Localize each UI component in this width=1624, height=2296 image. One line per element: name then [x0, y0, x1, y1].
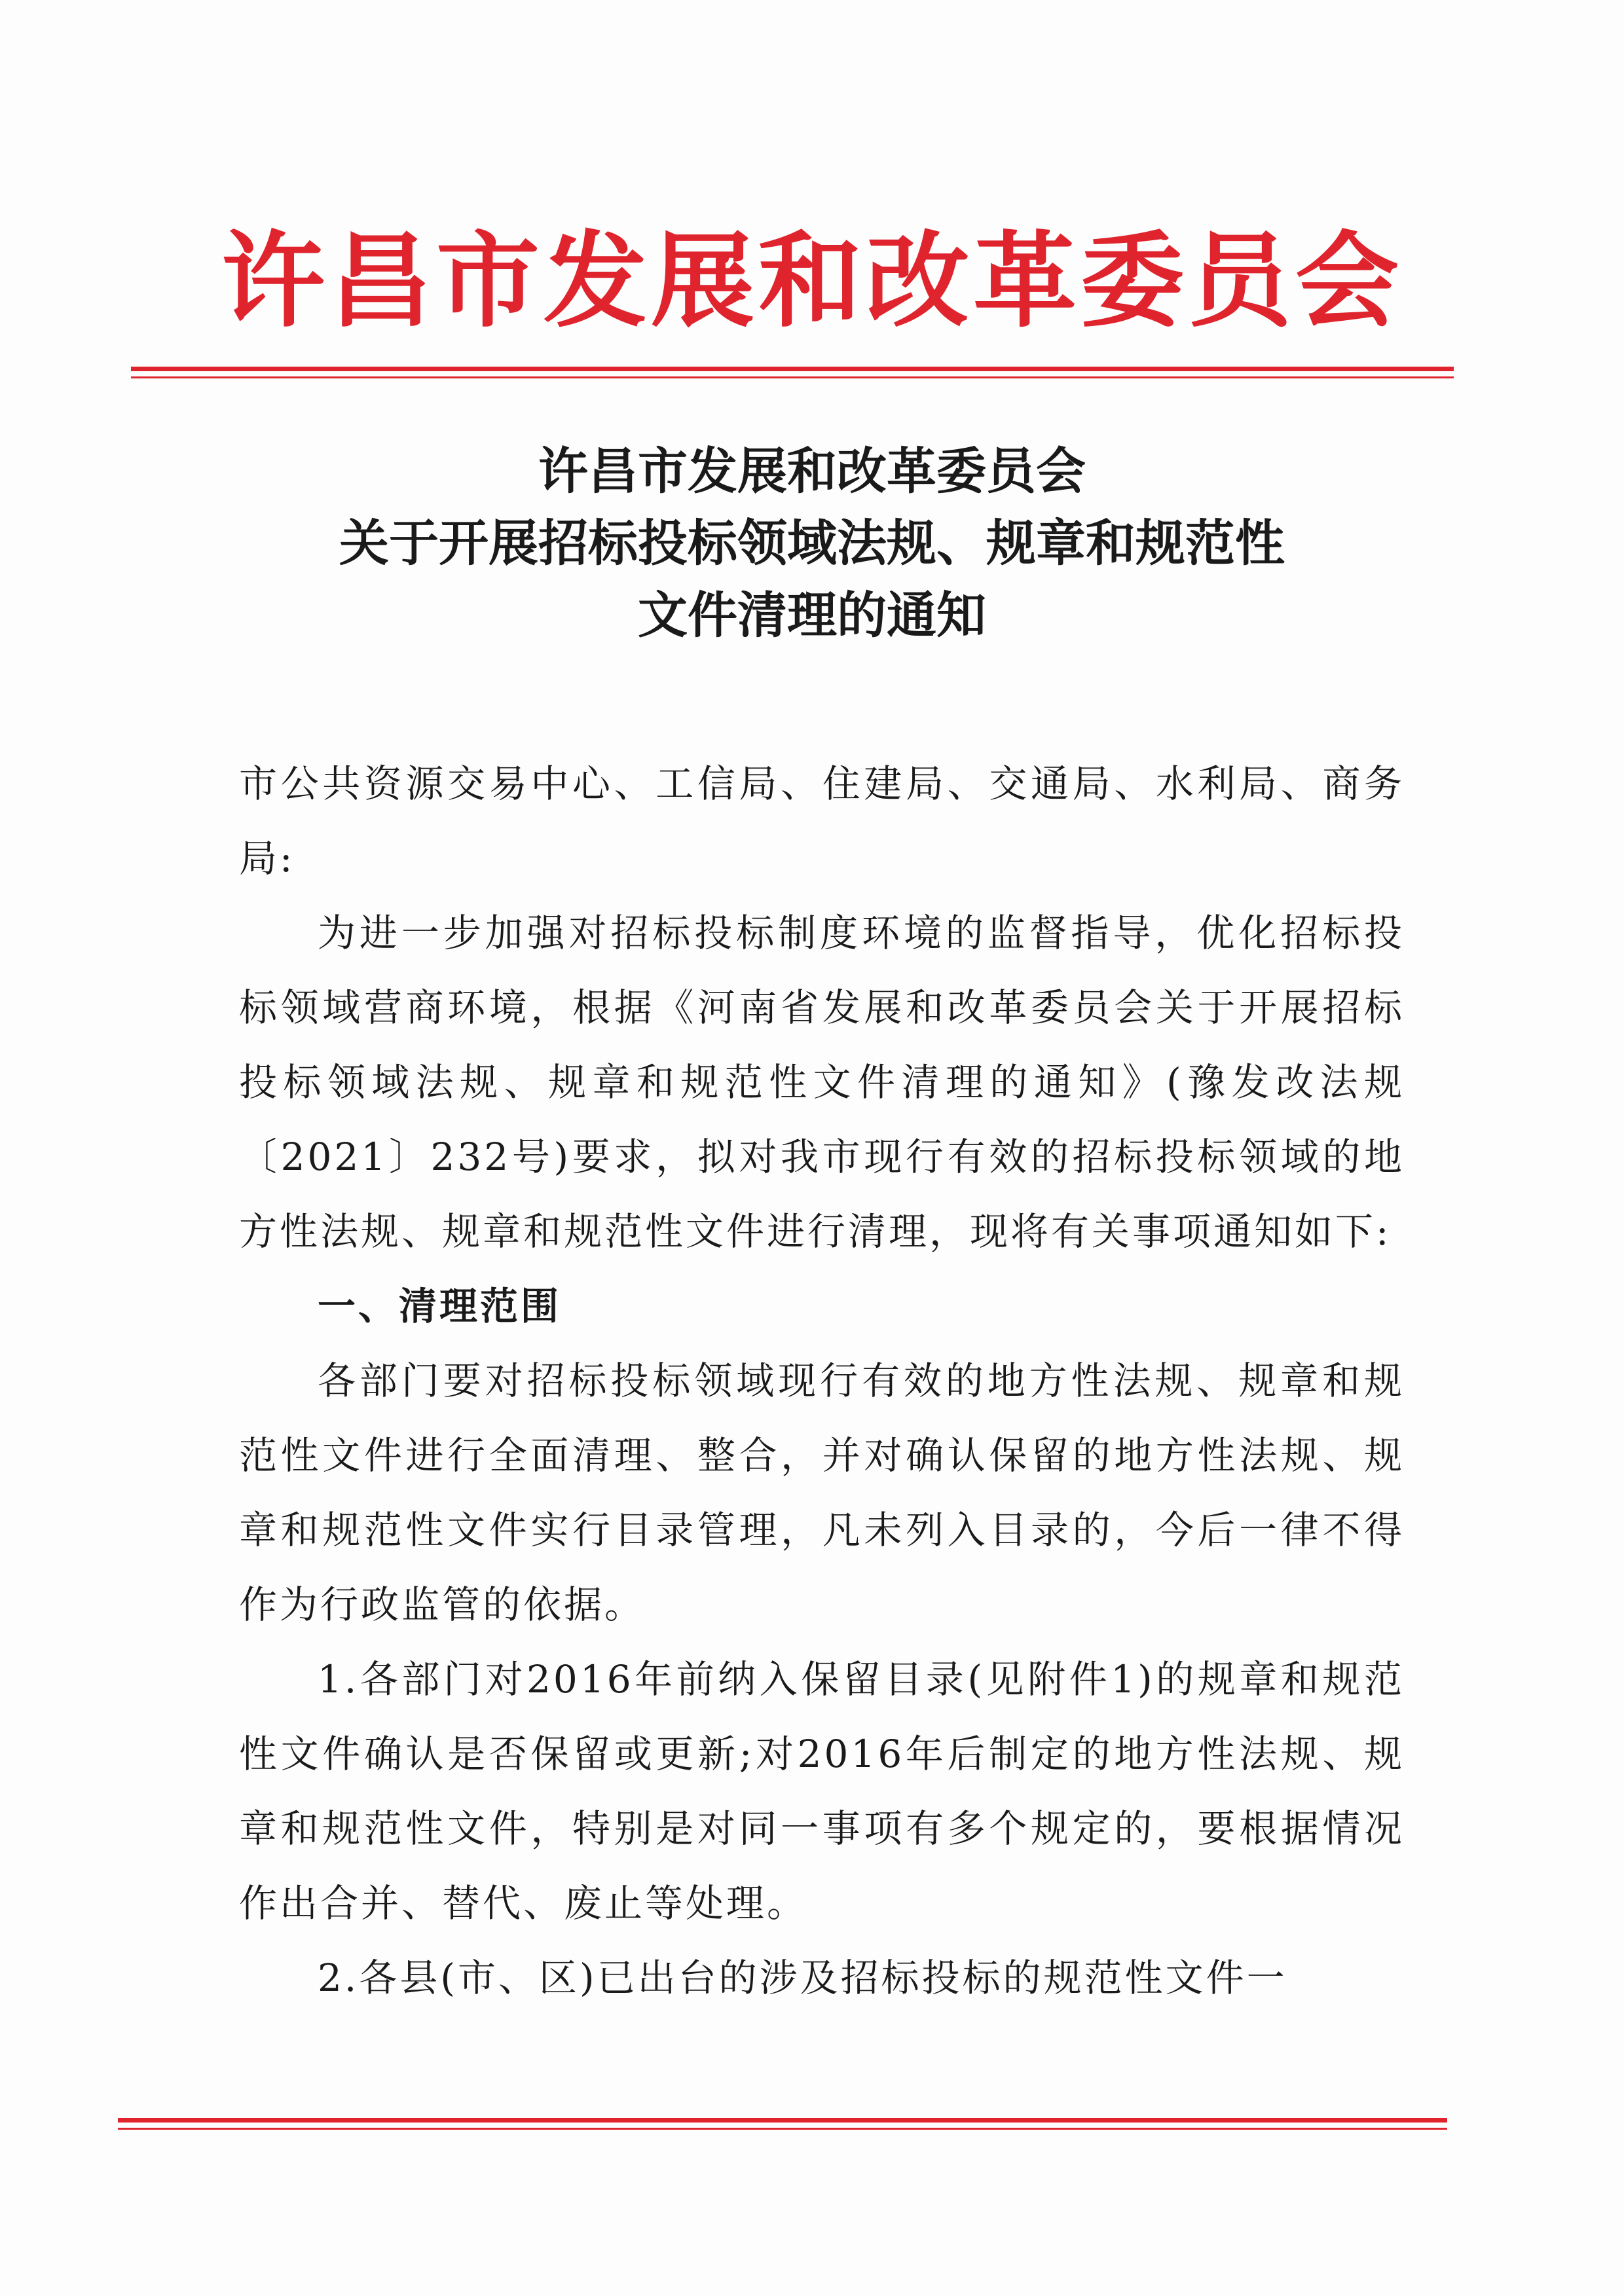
- section-paragraph: 各部门要对招标投标领域现行有效的地方性法规、规章和规范性文件进行全面清理、整合，并对确认保留的地方性法规、规章和规范性文件实行目录管理，凡未列入目录的，今后一律不得作为行政监管的依据。: [239, 1358, 1405, 1627]
- title-line-3: 文件清理的通知: [638, 586, 986, 644]
- addressee: 市公共资源交易中心、工信局、住建局、交通局、水利局、商务局:: [239, 761, 1405, 881]
- title-line-1: 许昌市发展和改革委员会: [538, 442, 1086, 500]
- letterhead-red-rule: [131, 367, 1454, 378]
- footer-red-rule: [118, 2118, 1447, 2130]
- letterhead-title: 许昌市发展和改革委员会: [221, 221, 1403, 342]
- list-item-1: 1.各部门对2016年前纳入保留目录(见附件1)的规章和规范性文件确认是否保留或更新;对2016年后制定的地方性法规、规章和规范性文件，特别是对同一事项有多个规定的，要根据情况作出合并、替代、废止等处理。: [239, 1657, 1405, 1925]
- document-title: [196, 435, 1428, 651]
- section-heading: 一、清理范围: [318, 1284, 562, 1328]
- intro-paragraph: 为进一步加强对招标投标制度环境的监督指导，优化招标投标领域营商环境，根据《河南省发展和改革委员会关于开展招标投标领域法规、规章和规范性文件清理的通知》(豫发改法规〔2021〕232号)要求，拟对我市现行有效的招标投标领域的地方性法规、规章和规范性文件进行清理，现将有关事项通知如下:: [239, 911, 1405, 1254]
- document-body: [239, 746, 1405, 2015]
- title-line-2: 关于开展招标投标领域法规、规章和规范性: [339, 514, 1285, 572]
- list-item-2: 2.各县(市、区)已出台的涉及招标投标的规范性文件一: [318, 1956, 1287, 2000]
